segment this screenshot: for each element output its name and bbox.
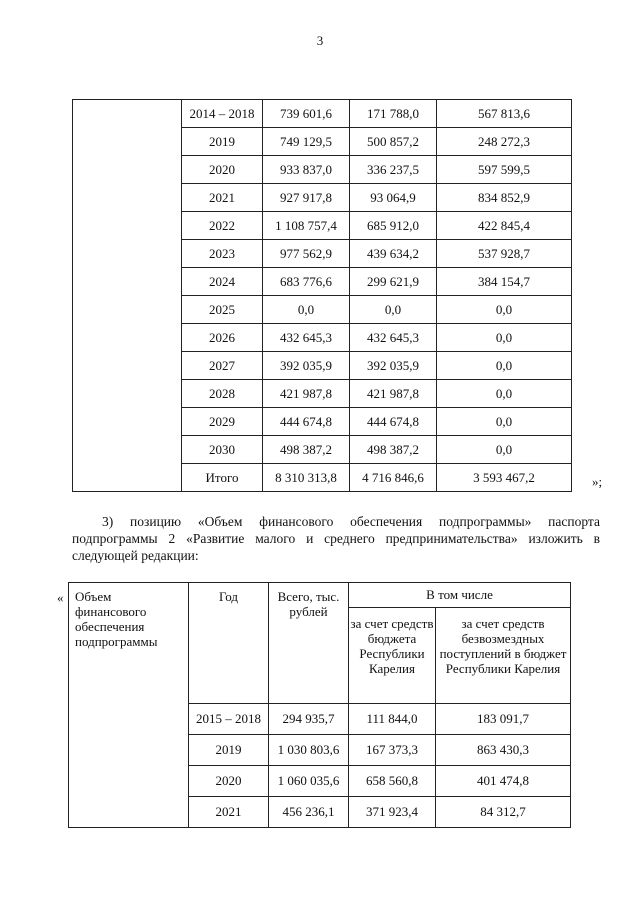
grants-cell: 248 272,3 [437, 128, 572, 156]
budget-cell: 500 857,2 [350, 128, 437, 156]
year-cell: 2019 [189, 735, 269, 766]
year-cell: 2019 [182, 128, 263, 156]
subprogram-2-funding-table [68, 582, 571, 828]
header-total: Всего, тыс. рублей [269, 583, 349, 704]
grants-cell: 0,0 [437, 324, 572, 352]
budget-cell: 93 064,9 [350, 184, 437, 212]
year-cell: 2025 [182, 296, 263, 324]
grants-cell: 3 593 467,2 [437, 464, 572, 492]
budget-cell: 167 373,3 [349, 735, 436, 766]
grants-cell: 0,0 [437, 436, 572, 464]
grants-cell: 0,0 [437, 296, 572, 324]
total-cell: 933 837,0 [263, 156, 350, 184]
total-cell: 927 917,8 [263, 184, 350, 212]
closing-quote: »; [592, 474, 603, 489]
budget-cell: 444 674,8 [350, 408, 437, 436]
year-cell: 2028 [182, 380, 263, 408]
year-cell: 2020 [182, 156, 263, 184]
year-cell: 2015 – 2018 [189, 704, 269, 735]
year-cell: 2027 [182, 352, 263, 380]
total-cell: 456 236,1 [269, 797, 349, 828]
budget-cell: 0,0 [350, 296, 437, 324]
budget-cell: 439 634,2 [350, 240, 437, 268]
year-cell: 2021 [182, 184, 263, 212]
budget-cell: 658 560,8 [349, 766, 436, 797]
budget-cell: 432 645,3 [350, 324, 437, 352]
funding-table-continued [72, 99, 572, 492]
header-budget-funds: за счет средств бюджета Республики Карелия [349, 608, 436, 704]
grants-cell: 0,0 [437, 408, 572, 436]
header-including: В том числе [349, 583, 571, 608]
amendment-paragraph [72, 513, 600, 564]
total-cell: 294 935,7 [269, 704, 349, 735]
total-cell: 739 601,6 [263, 100, 350, 128]
total-cell: 1 060 035,6 [269, 766, 349, 797]
grants-cell: 183 091,7 [436, 704, 571, 735]
budget-cell: 171 788,0 [350, 100, 437, 128]
year-cell: Итого [182, 464, 263, 492]
year-cell: 2020 [189, 766, 269, 797]
grants-cell: 422 845,4 [437, 212, 572, 240]
budget-cell: 392 035,9 [350, 352, 437, 380]
opening-quote: « [57, 590, 64, 605]
grants-cell: 84 312,7 [436, 797, 571, 828]
total-cell: 977 562,9 [263, 240, 350, 268]
total-cell: 1 108 757,4 [263, 212, 350, 240]
year-cell: 2022 [182, 212, 263, 240]
grants-cell: 834 852,9 [437, 184, 572, 212]
year-cell: 2029 [182, 408, 263, 436]
page-number: 3 [316, 33, 324, 48]
grants-cell: 863 430,3 [436, 735, 571, 766]
total-cell: 1 030 803,6 [269, 735, 349, 766]
total-cell: 8 310 313,8 [263, 464, 350, 492]
total-cell: 683 776,6 [263, 268, 350, 296]
grants-cell: 567 813,6 [437, 100, 572, 128]
year-cell: 2024 [182, 268, 263, 296]
year-cell: 2021 [189, 797, 269, 828]
budget-cell: 685 912,0 [350, 212, 437, 240]
budget-cell: 4 716 846,6 [350, 464, 437, 492]
budget-cell: 336 237,5 [350, 156, 437, 184]
year-cell: 2026 [182, 324, 263, 352]
budget-cell: 498 387,2 [350, 436, 437, 464]
grants-cell: 0,0 [437, 380, 572, 408]
total-cell: 392 035,9 [263, 352, 350, 380]
budget-cell: 371 923,4 [349, 797, 436, 828]
header-grant-funds: за счет средств безвозмездных поступлений в бюджет Республики Карелия [436, 608, 571, 704]
amendment-text: 3) позицию «Объем финансового обеспечения подпрограммы» паспорта подпрограммы 2 «Развитие малого и среднего предпринимательства» изложить в следующей редакции: [72, 514, 600, 563]
total-cell: 749 129,5 [263, 128, 350, 156]
total-cell: 498 387,2 [263, 436, 350, 464]
grants-cell: 401 474,8 [436, 766, 571, 797]
merged-label-cell [73, 100, 182, 492]
total-cell: 421 987,8 [263, 380, 350, 408]
grants-cell: 384 154,7 [437, 268, 572, 296]
year-cell: 2014 – 2018 [182, 100, 263, 128]
total-cell: 444 674,8 [263, 408, 350, 436]
grants-cell: 537 928,7 [437, 240, 572, 268]
grants-cell: 0,0 [437, 352, 572, 380]
budget-cell: 421 987,8 [350, 380, 437, 408]
header-funding-volume: Объем финансового обеспечения подпрограммы [69, 583, 189, 828]
table-header-row [69, 583, 571, 608]
header-year: Год [189, 583, 269, 704]
year-cell: 2030 [182, 436, 263, 464]
budget-cell: 111 844,0 [349, 704, 436, 735]
total-cell: 432 645,3 [263, 324, 350, 352]
grants-cell: 597 599,5 [437, 156, 572, 184]
year-cell: 2023 [182, 240, 263, 268]
table-row [73, 100, 572, 128]
budget-cell: 299 621,9 [350, 268, 437, 296]
total-cell: 0,0 [263, 296, 350, 324]
